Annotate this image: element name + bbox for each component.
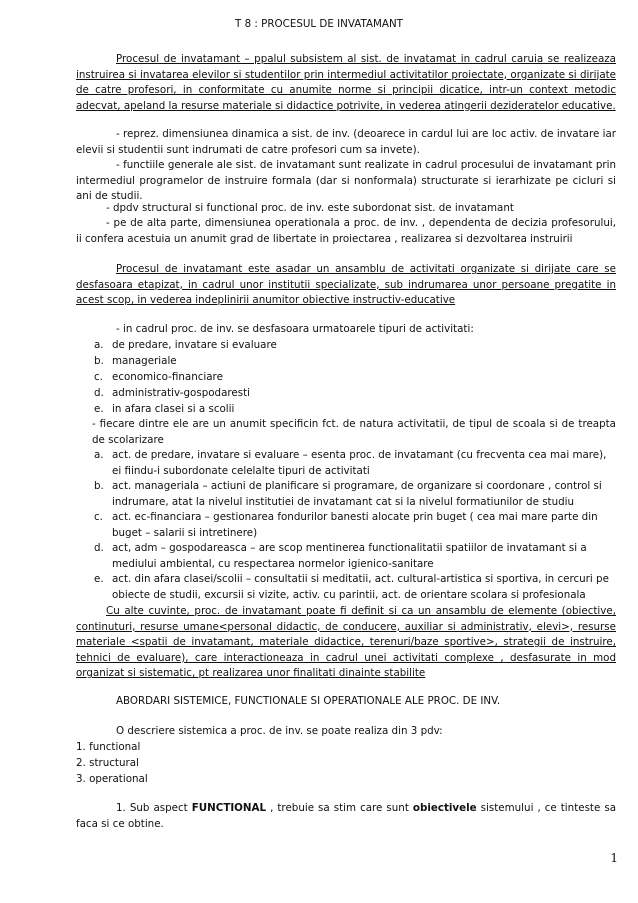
list-item: b. act. manageriala – actiuni de planificare si programare, de organizare si coordonare , control si indrumare, atat la nivelul institutiei de invatamant cat si la nivelul formatiunilor de studiu bbox=[94, 480, 602, 508]
list-item: d. administrativ-gospodaresti bbox=[94, 387, 250, 399]
list-item: 1. functional bbox=[76, 741, 141, 753]
paragraph-functional-aspect: 1. Sub aspect FUNCTIONAL , trebuie sa stim care sunt obiectivele sistemului , ce tinteste sa faca si ce obtine. bbox=[76, 802, 617, 830]
page-number: 1 bbox=[610, 851, 618, 865]
list-item: 3. operational bbox=[76, 773, 148, 785]
list-item: e. in afara clasei si a scolii bbox=[94, 403, 235, 415]
list-item: d. act, adm – gospodareasca – are scop mentinerea functionalitatii spatiilor de invatamant si a mediului ambiental, cu respectarea normelor igienico-sanitare bbox=[94, 542, 587, 570]
paragraph-systemic-description: O descriere sistemica a proc. de inv. se poate realiza din 3 pdv: bbox=[116, 725, 443, 737]
section-heading: ABORDARI SISTEMICE, FUNCTIONALE SI OPERATIONALE ALE PROC. DE INV. bbox=[116, 695, 501, 707]
list-item: a. de predare, invatare si evaluare bbox=[94, 339, 277, 351]
paragraph-general-functions: - functiile generale ale sist. de invatamant sunt realizate in cadrul procesului de invatamant prin intermediul programelor de instruire formala (dar si nonformala) structurate si ierarhizate pe cicluri si ani de studii. bbox=[76, 159, 616, 203]
list-item: 2. structural bbox=[76, 757, 139, 769]
definition-elements-paragraph: Cu alte cuvinte, proc. de invatamant poate fi definit si ca un ansamblu de elemente (obiective, continuturi, resurse umane<personal didactic, de conducere, auxiliar si administrativ, elevi>, resurse materiale <spatii de invatamant, materiale didactice, terenuri/baze sportive>, strategii de instruire, tehnici de evaluare), care interactioneaza in cadrul unei activitati complexe , desfasurate in mod organizat si sistematic, pt realizarea unor finalitati dinainte stabilite bbox=[76, 605, 616, 680]
activity-types-intro: - in cadrul proc. de inv. se desfasoara urmatoarele tipuri de activitati: bbox=[116, 323, 474, 335]
page-title: T 8 : PROCESUL DE INVATAMANT bbox=[235, 18, 403, 30]
paragraph-operational-dimension: - pe de alta parte, dimensiunea operationala a proc. de inv. , dependenta de decizia profesorului, ii confera acestuia un anumit grad de libertate in proiectarea , realizarea si dezvoltarea instruirii bbox=[76, 217, 616, 245]
list-item: e. act. din afara clasei/scolii – consultatii si meditatii, act. cultural-artistica si sportiva, in cercuri pe obiecte de studii, excursii si vizite, activ. cu parintii, act. de orientare scolara si profesionala bbox=[94, 573, 609, 601]
paragraph-dynamic-dimension: - reprez. dimensiunea dinamica a sist. de inv. (deoarece in cardul lui are loc activ. de invatare iar elevii si studentii sunt indrumati de catre profesori cum sa invete). bbox=[76, 128, 616, 156]
list-item: a. act. de predare, invatare si evaluare – esenta proc. de invatamant (cu frecventa cea mai mare), ei fiindu-i subordonate celelalte tipuri de activitati bbox=[94, 449, 607, 477]
definition-paragraph: Procesul de invatamant – ppalul subsistem al sist. de invatamat in cadrul caruia se realizeaza instruirea si invatarea elevilor si studentilor prin intermediul activitatilor proiectate, organizate si dirijate de catre profesori, in conformitate cu anumite norme si principii dicatice, intr-un context metodic adecvat, apeland la resurse materiale si didactice potrivite, in vederea atingerii dezideratelor educative. bbox=[76, 53, 616, 112]
list-item: b. manageriale bbox=[94, 355, 177, 367]
list-item: c. act. ec-financiara – gestionarea fondurilor banesti alocate prin buget ( cea mai mare parte din buget – salarii si intretinere) bbox=[94, 511, 598, 539]
paragraph-specific: - fiecare dintre ele are un anumit specificin fct. de natura activitatii, de tipul de scoala si de treapta de scolarizare bbox=[92, 418, 616, 446]
paragraph-structural: - dpdv structural si functional proc. de inv. este subordonat sist. de invatamant bbox=[106, 202, 514, 214]
list-item: c. economico-financiare bbox=[94, 371, 223, 383]
summary-paragraph: Procesul de invatamant este asadar un ansamblu de activitati organizate si dirijate care se desfasoara etapizat, in cadrul unor institutii specializate, sub indrumarea unor persoane pregatite in acest scop, in vederea indeplinirii anumitor obiective instructiv-educative bbox=[76, 263, 616, 307]
